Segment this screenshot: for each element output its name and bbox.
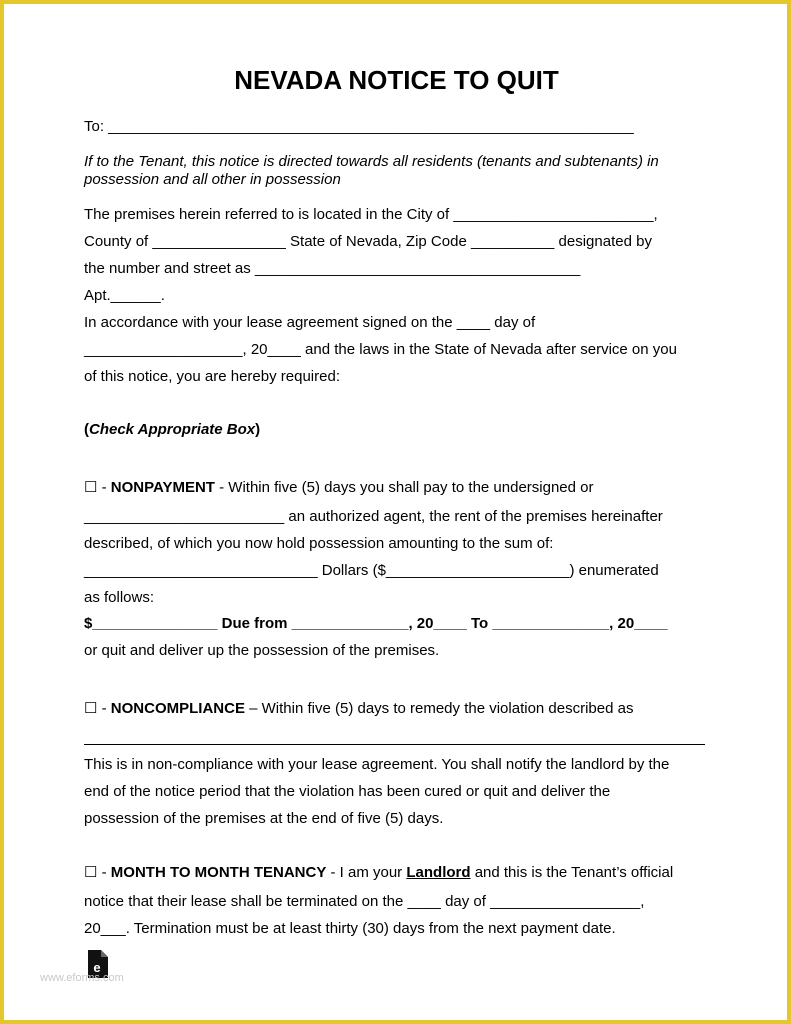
noncompliance-checkbox[interactable]: ☐ -: [84, 700, 111, 717]
noncompliance-violation-blank[interactable]: [84, 744, 705, 745]
lease-date-line[interactable]: ___________________, 20____ and the laws in the State of Nevada after service on you: [84, 341, 677, 358]
premises-county-line[interactable]: County of ________________ State of Nevada, Zip Code __________ designated by: [84, 233, 652, 250]
landlord-label: Landlord: [406, 864, 471, 881]
svg-text:e: e: [93, 960, 101, 975]
month-line-1-rest: and this is the Tenant’s official: [470, 864, 674, 881]
month-terminate-line[interactable]: notice that their lease shall be terminated on the ____ day of __________________,: [84, 893, 645, 910]
intro-line-1: If to the Tenant, this notice is directed towards all residents (tenants and subtenants) in: [84, 153, 659, 170]
lease-signed-line[interactable]: In accordance with your lease agreement signed on the ____ day of: [84, 314, 536, 331]
noncompliance-line-1-text: – Within five (5) days to remedy the violation described as: [244, 700, 634, 717]
nonpayment-amount-line[interactable]: ____________________________ Dollars ($______________________) enumerated: [84, 562, 659, 579]
noncompliance-line-2: This is in non-compliance with your lease agreement. You shall notify the landlord by the: [84, 756, 670, 773]
premises-city-line[interactable]: The premises herein referred to is located in the City of ________________________,: [84, 206, 658, 223]
document-title: NEVADA NOTICE TO QUIT: [234, 65, 559, 95]
month-year-line[interactable]: 20___. Termination must be at least thirty (30) days from the next payment date.: [84, 920, 616, 937]
noncompliance-heading-line: [84, 700, 633, 718]
nonpayment-checkbox[interactable]: ☐ -: [84, 479, 111, 496]
nonpayment-heading: NONPAYMENT: [110, 479, 215, 496]
nonpayment-due-line[interactable]: $_______________ Due from ______________, 20____ To ______________, 20____: [84, 615, 668, 632]
nonpayment-heading-line: [84, 479, 594, 497]
nonpayment-line-1-text: - Within five (5) days you shall pay to the undersigned or: [214, 479, 594, 496]
noncompliance-line-3: end of the notice period that the violation has been cured or quit and deliver the: [84, 783, 611, 800]
noncompliance-heading: NONCOMPLIANCE: [110, 700, 245, 717]
to-field[interactable]: To: _______________________________________________________________: [84, 118, 634, 135]
intro-line-2: possession and all other in possession: [84, 171, 341, 188]
premises-apt-line[interactable]: Apt.______.: [84, 287, 165, 304]
nonpayment-follows-line: as follows:: [84, 589, 155, 606]
month-heading: MONTH TO MONTH TENANCY: [110, 864, 327, 881]
month-checkbox[interactable]: ☐ -: [84, 864, 111, 881]
nonpayment-agent-line[interactable]: ________________________ an authorized agent, the rent of the premises hereinafter: [84, 508, 663, 525]
nonpayment-quit-line: or quit and deliver up the possession of the premises.: [84, 642, 440, 659]
month-heading-line: [84, 864, 673, 882]
paren-open: (: [84, 421, 89, 438]
month-line-1-mid: - I am your: [326, 864, 407, 881]
noncompliance-line-4: possession of the premises at the end of five (5) days.: [84, 810, 444, 827]
check-box-text: Check Appropriate Box: [89, 421, 256, 438]
paren-close: ): [255, 421, 261, 438]
check-box-instruction: [84, 421, 260, 439]
premises-street-line[interactable]: the number and street as _______________________________________: [84, 260, 581, 277]
footer-watermark: www.eforms.com: [40, 972, 124, 984]
required-line: of this notice, you are hereby required:: [84, 368, 340, 385]
nonpayment-described-line: described, of which you now hold possession amounting to the sum of:: [84, 535, 554, 552]
